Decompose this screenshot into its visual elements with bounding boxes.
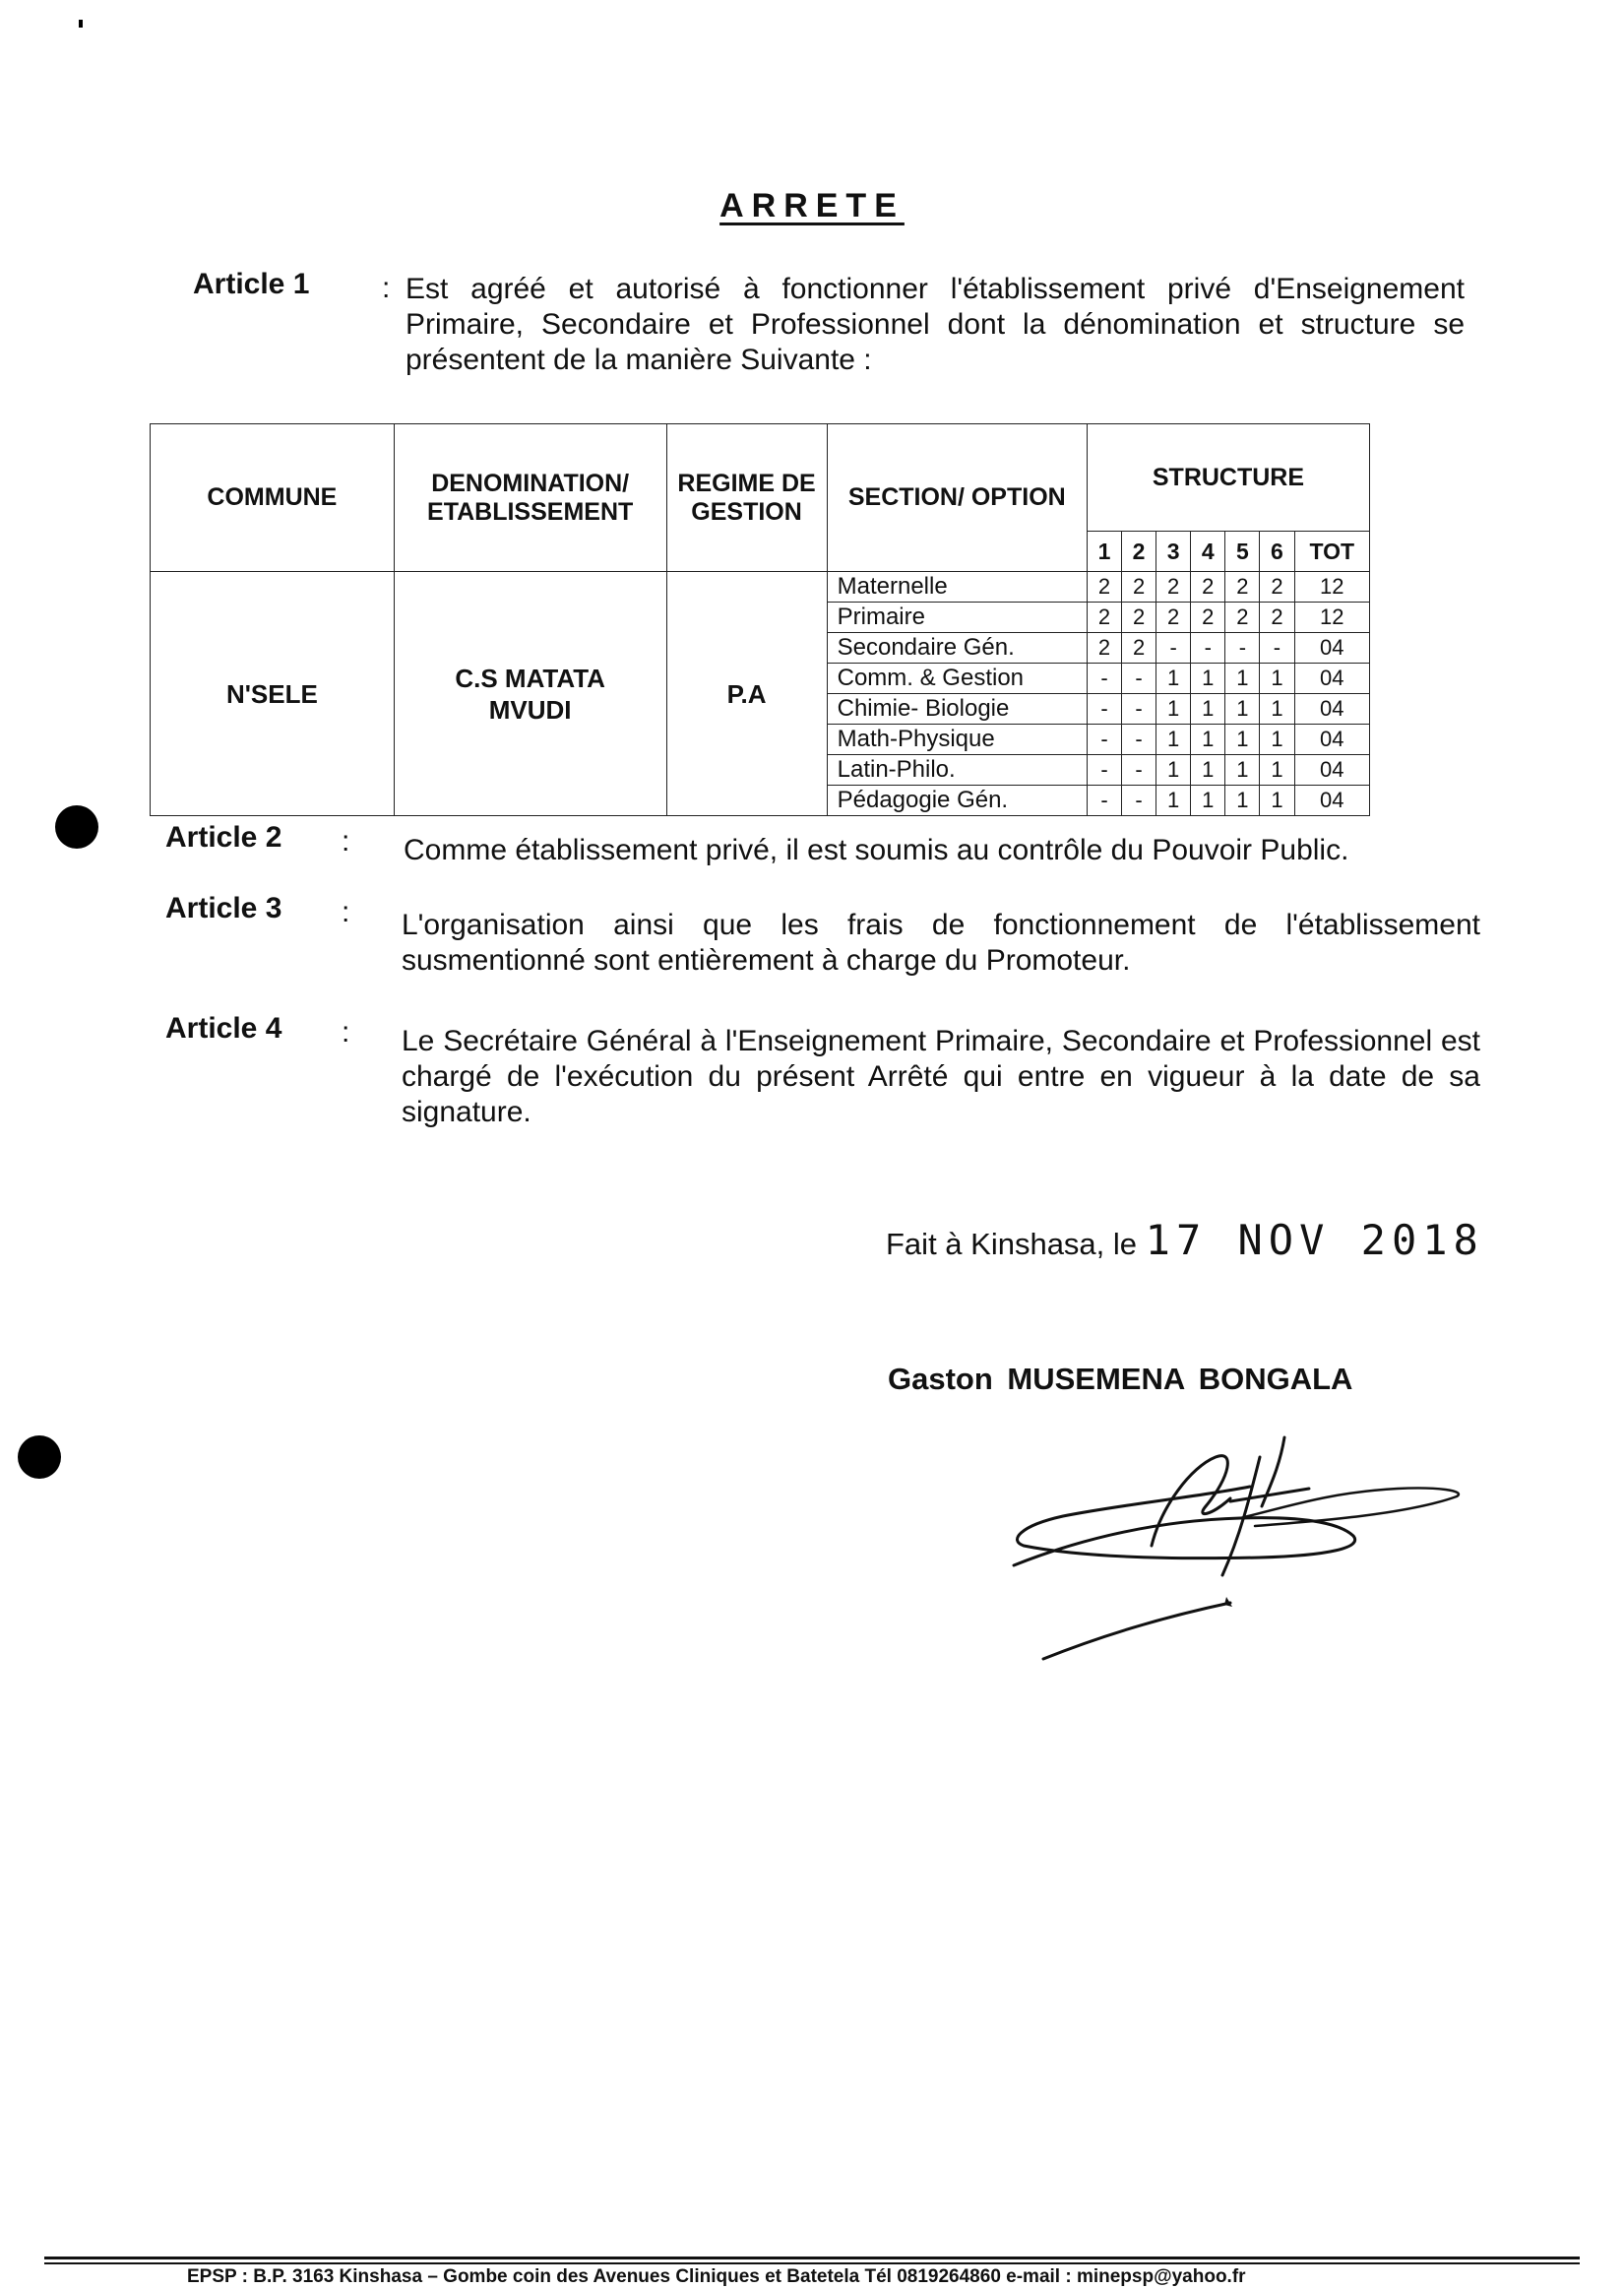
structure-value-cell: 1 (1225, 755, 1260, 786)
structure-value-cell: 04 (1294, 755, 1370, 786)
structure-value-cell: 2 (1191, 572, 1225, 603)
structure-value-cell: 1 (1260, 694, 1294, 725)
structure-value-cell: 1 (1191, 725, 1225, 755)
footer-rule (44, 2257, 1580, 2259)
structure-value-cell: - (1156, 633, 1191, 664)
signer-name: Gaston MUSEMENA BONGALA (888, 1362, 1353, 1396)
structure-col-2: 2 (1122, 532, 1156, 572)
structure-col-3: 3 (1156, 532, 1191, 572)
structure-value-cell: 12 (1294, 572, 1370, 603)
structure-value-cell: 2 (1225, 572, 1260, 603)
article-3-colon: : (342, 896, 350, 928)
structure-value-cell: 1 (1225, 694, 1260, 725)
structure-value-cell: - (1087, 664, 1121, 694)
structure-col-4: 4 (1191, 532, 1225, 572)
structure-value-cell: - (1122, 755, 1156, 786)
section-cell: Pédagogie Gén. (827, 786, 1087, 816)
section-cell: Chimie- Biologie (827, 694, 1087, 725)
article-4-text: Le Secrétaire Général à l'Enseignement Primaire, Secondaire et Professionnel est chargé de l'exécution du présent Arrêté qui entre en vigueur à la date de sa signature. (402, 1025, 1480, 1128)
section-cell: Latin-Philo. (827, 755, 1087, 786)
structure-value-cell: 2 (1156, 603, 1191, 633)
structure-value-cell: - (1225, 633, 1260, 664)
structure-value-cell: - (1191, 633, 1225, 664)
etablissement-cell: C.S MATATA MVUDI (394, 572, 666, 816)
structure-value-cell: 2 (1156, 572, 1191, 603)
structure-value-cell: 04 (1294, 694, 1370, 725)
structure-value-cell: 1 (1156, 786, 1191, 816)
structure-value-cell: 1 (1156, 755, 1191, 786)
commune-cell: N'SELE (151, 572, 395, 816)
structure-value-cell: - (1260, 633, 1294, 664)
structure-value-cell: 1 (1225, 664, 1260, 694)
footer-address: EPSP : B.P. 3163 Kinshasa – Gombe coin des Avenues Cliniques et Batetela Tél 0819264860 e-mail : minepsp@yahoo.fr (187, 2266, 1246, 2287)
article-3-label: Article 3 (165, 892, 282, 924)
structure-value-cell: 1 (1260, 786, 1294, 816)
article-2-label: Article 2 (165, 821, 282, 854)
structure-value-cell: 2 (1191, 603, 1225, 633)
structure-value-cell: 1 (1191, 755, 1225, 786)
document-title (0, 187, 1624, 225)
structure-value-cell: 2 (1260, 572, 1294, 603)
regime-cell: P.A (666, 572, 827, 816)
article-4-colon: : (342, 1016, 350, 1049)
structure-value-cell: 1 (1225, 786, 1260, 816)
structure-value-cell: - (1087, 755, 1121, 786)
structure-value-cell: 1 (1191, 664, 1225, 694)
title-text: ARRETE (719, 187, 905, 224)
structure-value-cell: 04 (1294, 725, 1370, 755)
structure-col-5: 5 (1225, 532, 1260, 572)
structure-value-cell: 12 (1294, 603, 1370, 633)
structure-value-cell: 2 (1122, 603, 1156, 633)
structure-col-1: 1 (1087, 532, 1121, 572)
article-4-label: Article 4 (165, 1012, 282, 1045)
structure-value-cell: - (1087, 725, 1121, 755)
punch-hole-mark (55, 805, 98, 849)
structure-value-cell: 04 (1294, 786, 1370, 816)
structure-value-cell: 1 (1225, 725, 1260, 755)
structure-value-cell: 2 (1087, 603, 1121, 633)
structure-value-cell: 04 (1294, 664, 1370, 694)
article-1-text: Est agréé et autorisé à fonctionner l'établissement privé d'Enseignement Primaire, Secondaire et Professionnel dont la dénomination et structure se présentent de la manière Suivante : (406, 273, 1465, 376)
structure-table (150, 423, 1370, 816)
structure-value-cell: - (1122, 694, 1156, 725)
structure-col-6: 6 (1260, 532, 1294, 572)
structure-value-cell: 2 (1087, 633, 1121, 664)
structure-value-cell: 1 (1156, 694, 1191, 725)
section-cell: Maternelle (827, 572, 1087, 603)
structure-value-cell: 1 (1260, 664, 1294, 694)
section-cell: Math-Physique (827, 725, 1087, 755)
structure-value-cell: 04 (1294, 633, 1370, 664)
structure-value-cell: 2 (1087, 572, 1121, 603)
structure-value-cell: - (1122, 725, 1156, 755)
structure-value-cell: 1 (1191, 694, 1225, 725)
date-stamp: 17 NOV 2018 (1145, 1216, 1484, 1264)
place-text: Fait à Kinshasa, le (886, 1227, 1138, 1261)
header-structure: STRUCTURE (1087, 424, 1369, 532)
handwritten-signature (1004, 1428, 1467, 1684)
structure-value-cell: 1 (1260, 725, 1294, 755)
header-section: SECTION/ OPTION (827, 424, 1087, 572)
article-1-colon: : (382, 272, 391, 304)
section-cell: Primaire (827, 603, 1087, 633)
structure-value-cell: 1 (1156, 664, 1191, 694)
footer-rule-thin (44, 2262, 1580, 2264)
structure-value-cell: 1 (1156, 725, 1191, 755)
header-regime: REGIME DE GESTION (666, 424, 827, 572)
punch-hole-mark-2 (18, 1435, 61, 1479)
article-2-colon: : (342, 825, 350, 858)
place-date-line (886, 1216, 1484, 1264)
structure-value-cell: 1 (1260, 755, 1294, 786)
structure-rows (151, 572, 1370, 816)
scan-speck (79, 20, 83, 28)
structure-value-cell: - (1122, 786, 1156, 816)
section-cell: Comm. & Gestion (827, 664, 1087, 694)
header-commune: COMMUNE (151, 424, 395, 572)
article-3-text: L'organisation ainsi que les frais de fonctionnement de l'établissement susmentionné sont entièrement à charge du Promoteur. (402, 909, 1480, 977)
header-denomination: DENOMINATION/ ETABLISSEMENT (394, 424, 666, 572)
article-2-text: Comme établissement privé, il est soumis au contrôle du Pouvoir Public. (404, 834, 1349, 866)
structure-value-cell: - (1087, 786, 1121, 816)
table-row (151, 572, 1370, 603)
structure-col-tot: TOT (1294, 532, 1370, 572)
structure-value-cell: 2 (1122, 572, 1156, 603)
structure-value-cell: 1 (1191, 786, 1225, 816)
structure-value-cell: - (1122, 664, 1156, 694)
section-cell: Secondaire Gén. (827, 633, 1087, 664)
structure-value-cell: - (1087, 694, 1121, 725)
structure-value-cell: 2 (1260, 603, 1294, 633)
article-1-label: Article 1 (193, 268, 310, 300)
structure-value-cell: 2 (1225, 603, 1260, 633)
structure-value-cell: 2 (1122, 633, 1156, 664)
